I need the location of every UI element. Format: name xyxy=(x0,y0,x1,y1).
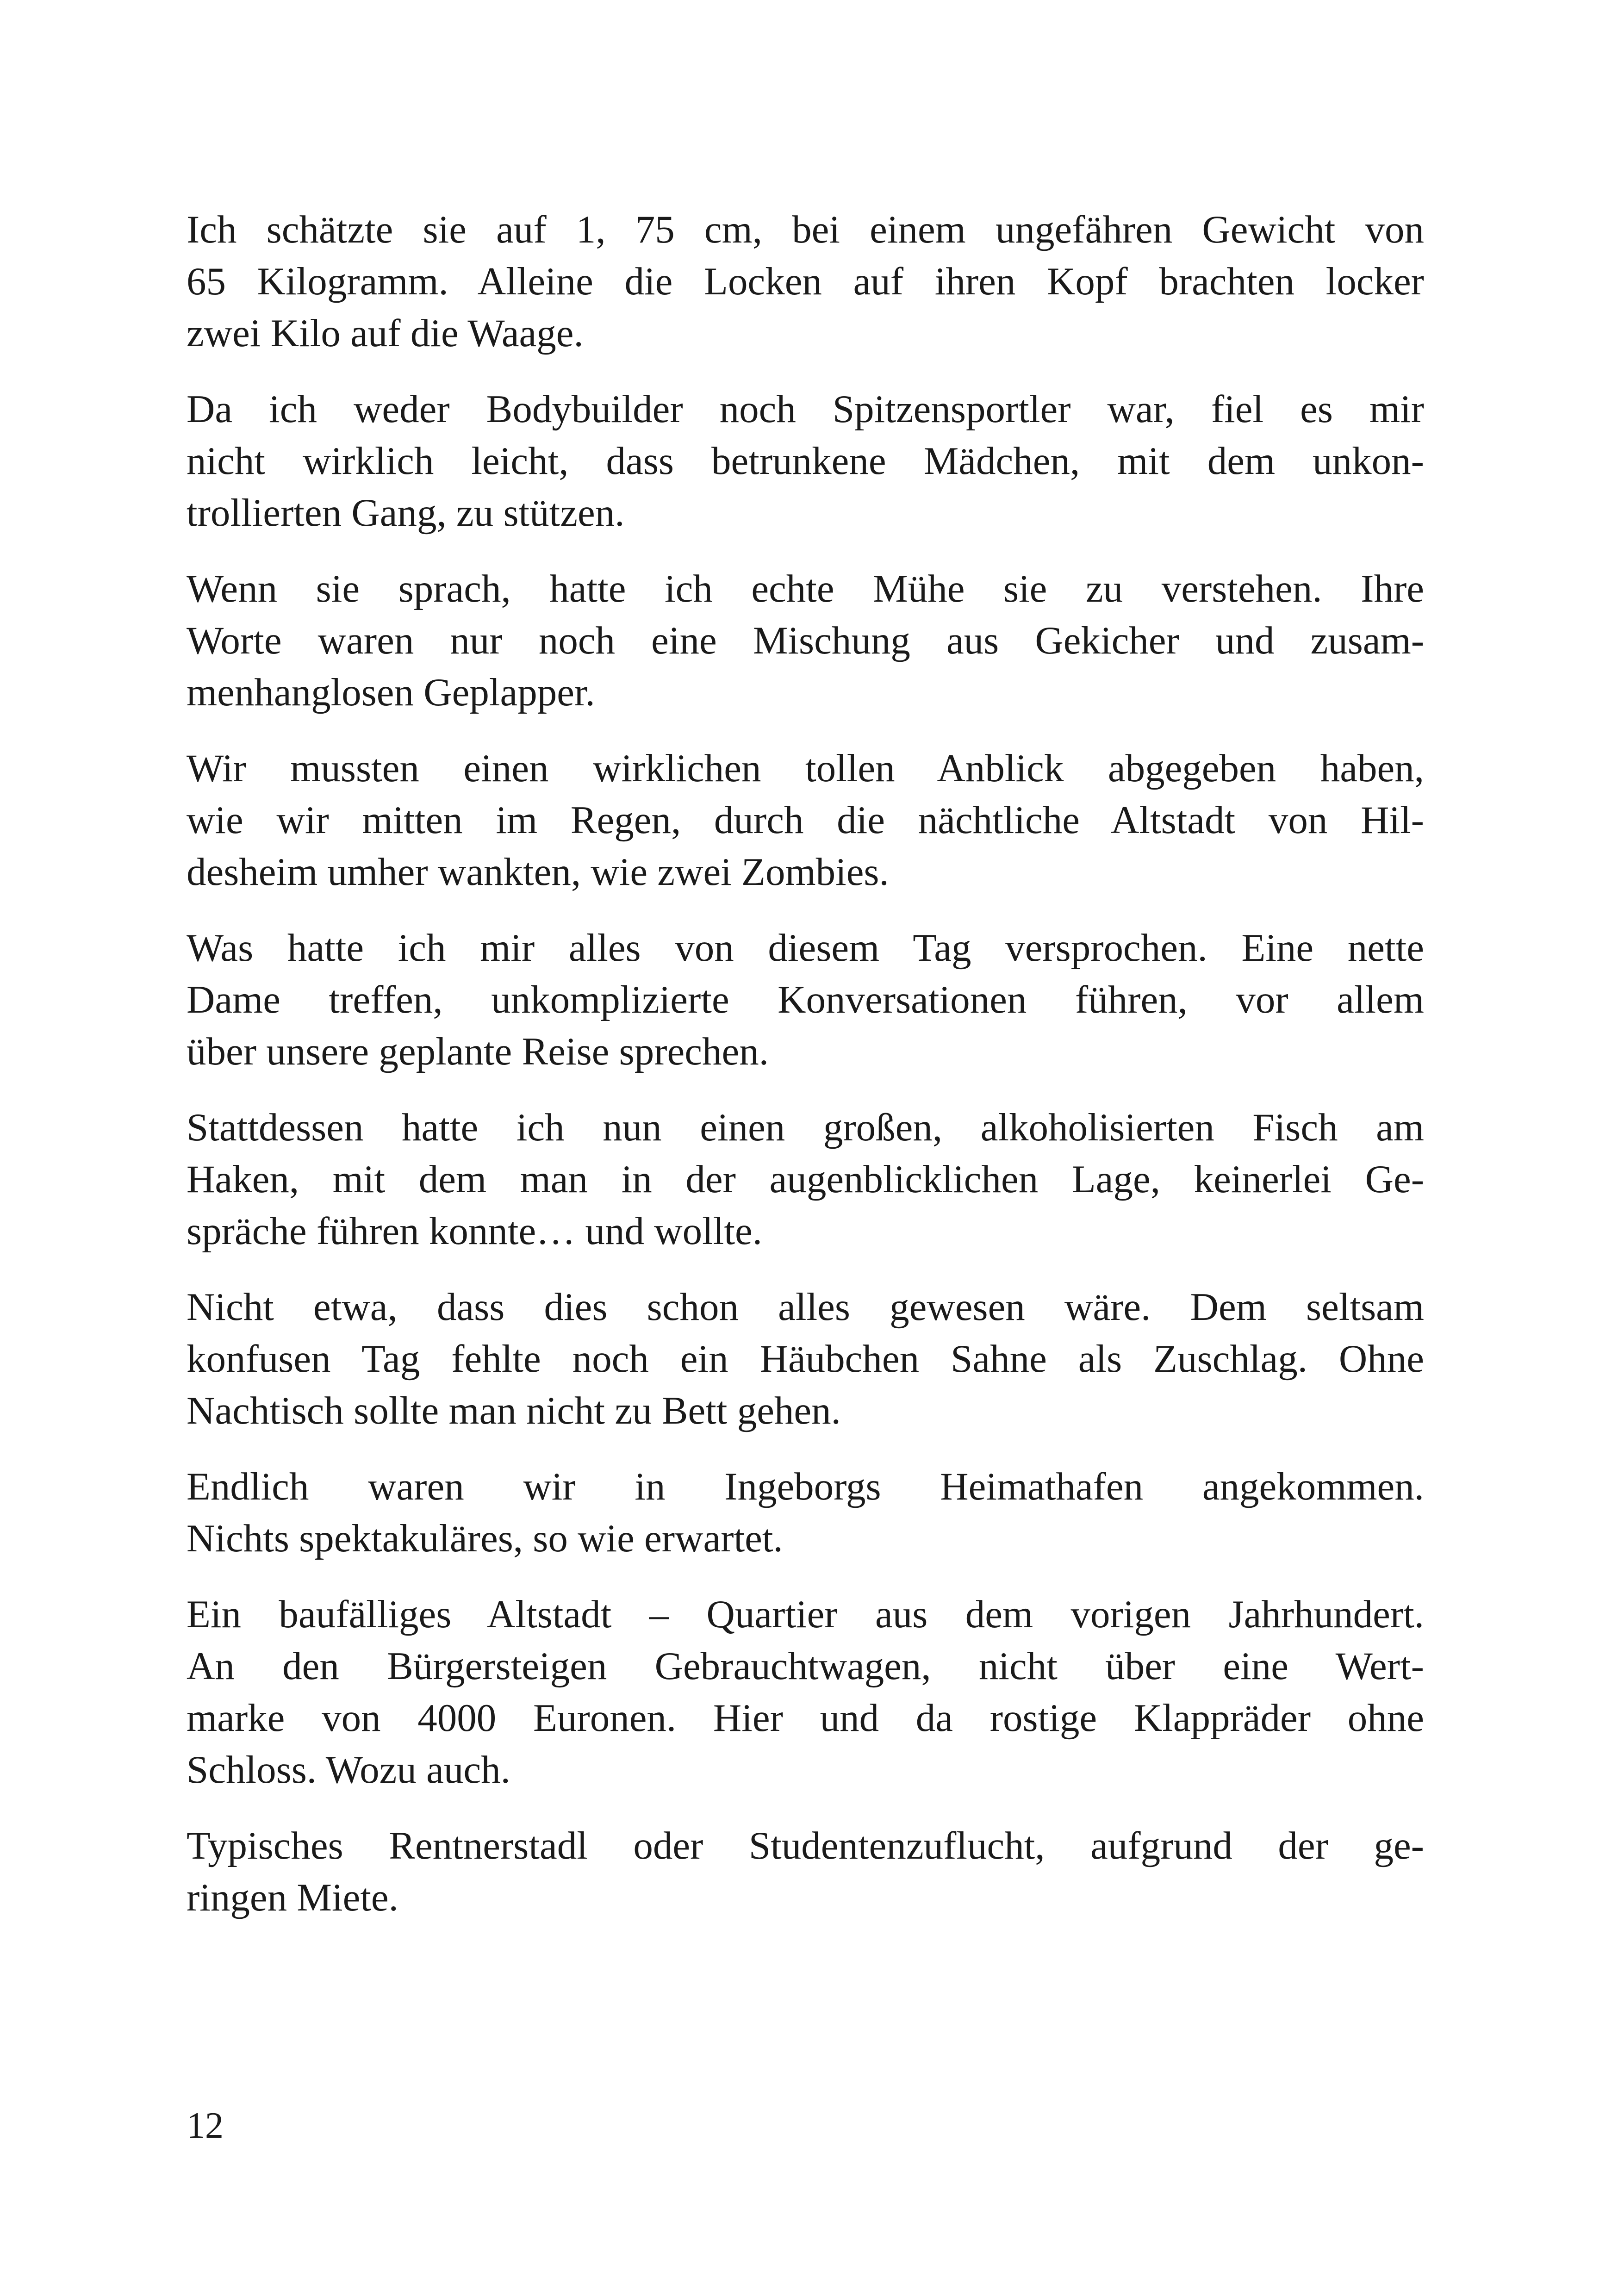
text-line: Ein baufälliges Altstadt – Quartier aus dem vorigen Jahrhundert. xyxy=(187,1593,1424,1636)
text-line: Da ich weder Bodybuilder noch Spitzensportler war, fiel es mir xyxy=(187,387,1424,431)
text-line: Wenn sie sprach, hatte ich echte Mühe sie zu verstehen. Ihre xyxy=(187,567,1424,610)
text-line: Wir mussten einen wirklichen tollen Anblick abgegeben haben, xyxy=(187,747,1424,790)
text-line: Was hatte ich mir alles von diesem Tag versprochen. Eine nette xyxy=(187,926,1424,970)
text-line: Nachtisch sollte man nicht zu Bett gehen. xyxy=(187,1389,841,1432)
paragraph xyxy=(187,922,1424,1077)
text-line: Ich schätzte sie auf 1, 75 cm, bei einem ungefähren Gewicht von xyxy=(187,208,1424,251)
text-line: wie wir mitten im Regen, durch die nächtliche Altstadt von Hil- xyxy=(187,798,1424,842)
text-line: trollierten Gang, zu stützen. xyxy=(187,491,625,535)
text-line: desheim umher wankten, wie zwei Zombies. xyxy=(187,850,889,894)
text-line: Typisches Rentnerstadl oder Studentenzuflucht, aufgrund der ge- xyxy=(187,1824,1424,1867)
paragraph xyxy=(187,742,1424,898)
paragraph xyxy=(187,1461,1424,1564)
paragraph xyxy=(187,1281,1424,1437)
paragraph xyxy=(187,563,1424,718)
text-line: spräche führen konnte… und wollte. xyxy=(187,1209,762,1253)
text-line: Worte waren nur noch eine Mischung aus Gekicher und zusam- xyxy=(187,619,1424,662)
text-line: über unsere geplante Reise sprechen. xyxy=(187,1030,769,1073)
text-line: zwei Kilo auf die Waage. xyxy=(187,311,584,355)
text-line: Nicht etwa, dass dies schon alles gewesen wäre. Dem seltsam xyxy=(187,1285,1424,1329)
paragraph xyxy=(187,383,1424,539)
text-line: Nichts spektakuläres, so wie erwartet. xyxy=(187,1517,783,1560)
paragraph xyxy=(187,1588,1424,1796)
paragraph xyxy=(187,1101,1424,1257)
text-line: Haken, mit dem man in der augenblicklichen Lage, keinerlei Ge- xyxy=(187,1157,1424,1201)
text-line: marke von 4000 Euronen. Hier und da rostige Klappräder ohne xyxy=(187,1696,1424,1740)
text-line: menhanglosen Geplapper. xyxy=(187,671,595,714)
text-line: nicht wirklich leicht, dass betrunkene Mädchen, mit dem unkon- xyxy=(187,439,1424,483)
text-line: Stattdessen hatte ich nun einen großen, alkoholisierten Fisch am xyxy=(187,1106,1424,1149)
body-text xyxy=(187,204,1424,1948)
text-line: Dame treffen, unkomplizierte Konversationen führen, vor allem xyxy=(187,978,1424,1021)
paragraph xyxy=(187,1820,1424,1923)
text-line: Endlich waren wir in Ingeborgs Heimathafen angekommen. xyxy=(187,1465,1424,1508)
page-number: 12 xyxy=(187,2105,224,2146)
text-line: 65 Kilogramm. Alleine die Locken auf ihren Kopf brachten locker xyxy=(187,260,1424,303)
text-line: Schloss. Wozu auch. xyxy=(187,1748,510,1792)
paragraph xyxy=(187,204,1424,359)
text-line: konfusen Tag fehlte noch ein Häubchen Sahne als Zuschlag. Ohne xyxy=(187,1337,1424,1381)
text-line: ringen Miete. xyxy=(187,1876,398,1919)
text-line: An den Bürgersteigen Gebrauchtwagen, nicht über eine Wert- xyxy=(187,1644,1424,1688)
